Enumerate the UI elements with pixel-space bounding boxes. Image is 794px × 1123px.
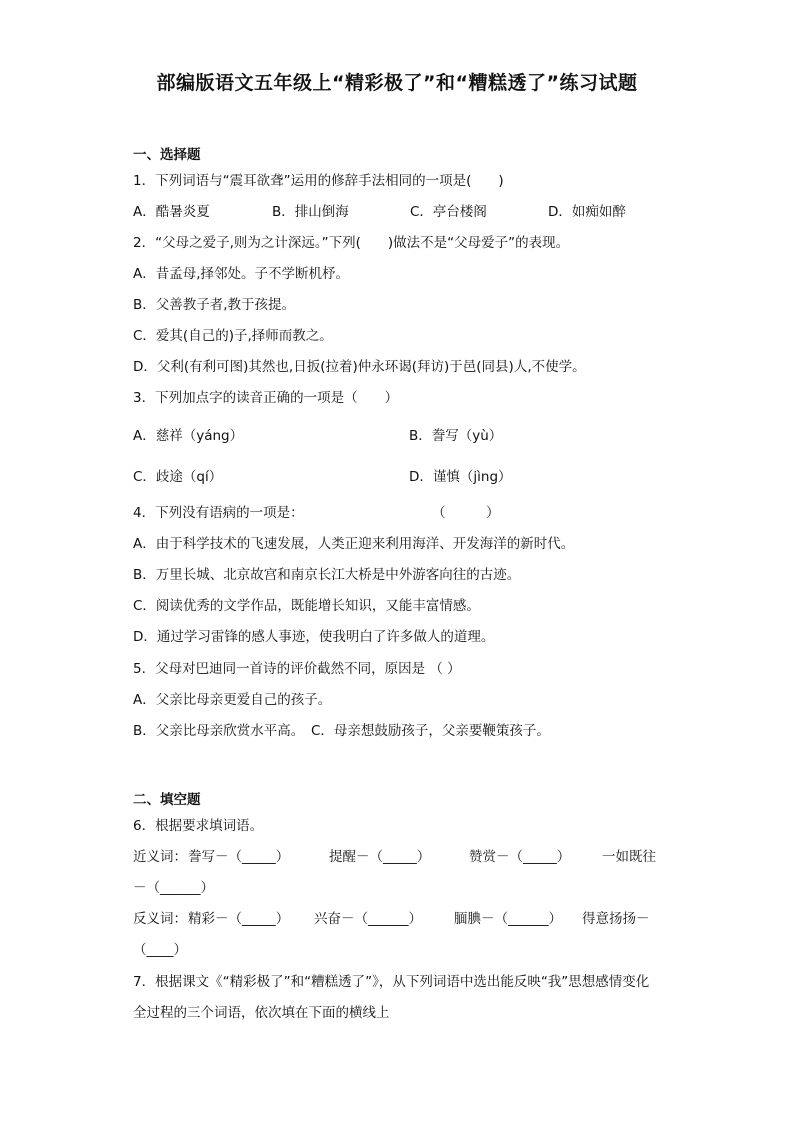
q6-antonym-4-blank: （____）: [133, 942, 187, 958]
q3-option-c: C．歧途（qí）: [133, 469, 223, 485]
question-4-stem: 4．下列没有语病的一项是：: [133, 505, 304, 521]
q6-synonym-4: 一如既往: [602, 849, 656, 865]
q3-option-b: B．誊写（yù）: [409, 428, 503, 444]
question-7-line-1: 7．根据课文《“精彩极了”和“糟糕透了”》，从下列词语中选出能反映“我”思想感情变化: [133, 974, 650, 990]
q1-option-b: B．排山倒海: [272, 204, 349, 220]
q6-antonyms-label: 反义词：: [133, 911, 187, 927]
q4-option-c: C．阅读优秀的文学作品，既能增长知识，又能丰富情感。: [133, 598, 480, 614]
q5-option-bc: B．父亲比母亲欣赏水平高。 C．母亲想鼓励孩子，父亲要鞭策孩子。: [133, 723, 550, 739]
question-1-stem: 1．下列词语与“震耳欲聋”运用的修辞手法相同的一项是( ): [133, 173, 504, 189]
q6-synonyms-label: 近义词：: [133, 849, 187, 865]
q6-synonym-4-blank: －（______）: [133, 880, 214, 896]
q4-answer-paren: （ ）: [432, 505, 500, 521]
q3-option-d: D．谨慎（jìng）: [409, 469, 512, 485]
q6-antonym-4: 得意扬扬－: [582, 911, 650, 927]
q2-option-d: D．父利(有利可图)其然也,日扳(拉着)仲永环谒(拜访)于邑(同县)人,不使学。: [133, 359, 586, 375]
q6-antonym-1: 精彩－（_____）: [188, 911, 290, 927]
q2-option-c: C．爱其(自己的)子,择师而教之。: [133, 328, 333, 344]
q1-option-c: C．亭台楼阁: [410, 204, 487, 220]
q3-option-a: A．慈祥（yáng）: [133, 428, 244, 444]
q2-option-a: A．昔孟母,择邻处。子不学断机杼。: [133, 266, 350, 282]
q5-option-a: A．父亲比母亲更爱自己的孩子。: [133, 692, 332, 708]
q4-option-d: D．通过学习雷锋的感人事迹，使我明白了许多做人的道理。: [133, 629, 495, 645]
q6-antonym-3: 腼腆－（______）: [454, 911, 562, 927]
document-title: 部编版语文五年级上“精彩极了”和“糟糕透了”练习试题: [156, 72, 638, 94]
question-5-stem: 5．父母对巴迪同一首诗的评价截然不同，原因是 （ ）: [133, 661, 461, 677]
q6-synonym-3: 赞赏－（_____）: [469, 849, 571, 865]
section-heading-choice: 一、选择题: [133, 147, 201, 163]
question-3-stem: 3．下列加点字的读音正确的一项是（ ）: [133, 390, 399, 406]
q4-option-a: A．由于科学技术的飞速发展，人类正迎来利用海洋、开发海洋的新时代。: [133, 536, 575, 552]
question-7-line-2: 全过程的三个词语，依次填在下面的横线上: [133, 1005, 390, 1021]
q6-antonym-2: 兴奋－（______）: [314, 911, 422, 927]
q4-option-b: B．万里长城、北京故宫和南京长江大桥是中外游客向往的古迹。: [133, 567, 521, 583]
q1-option-a: A．酷暑炎夏: [133, 204, 210, 220]
question-6-stem: 6．根据要求填词语。: [133, 818, 264, 834]
question-2-stem: 2．“父母之爱子,则为之计深远。”下列( )做法不是“父母爱子”的表现。: [133, 235, 570, 251]
q6-synonym-2: 提醒－（_____）: [329, 849, 431, 865]
section-heading-fill: 二、填空题: [133, 792, 201, 808]
q1-option-d: D．如痴如醉: [548, 204, 626, 220]
q2-option-b: B．父善教子者,教于孩提。: [133, 297, 296, 313]
q6-synonym-1: 誊写－（_____）: [188, 849, 290, 865]
